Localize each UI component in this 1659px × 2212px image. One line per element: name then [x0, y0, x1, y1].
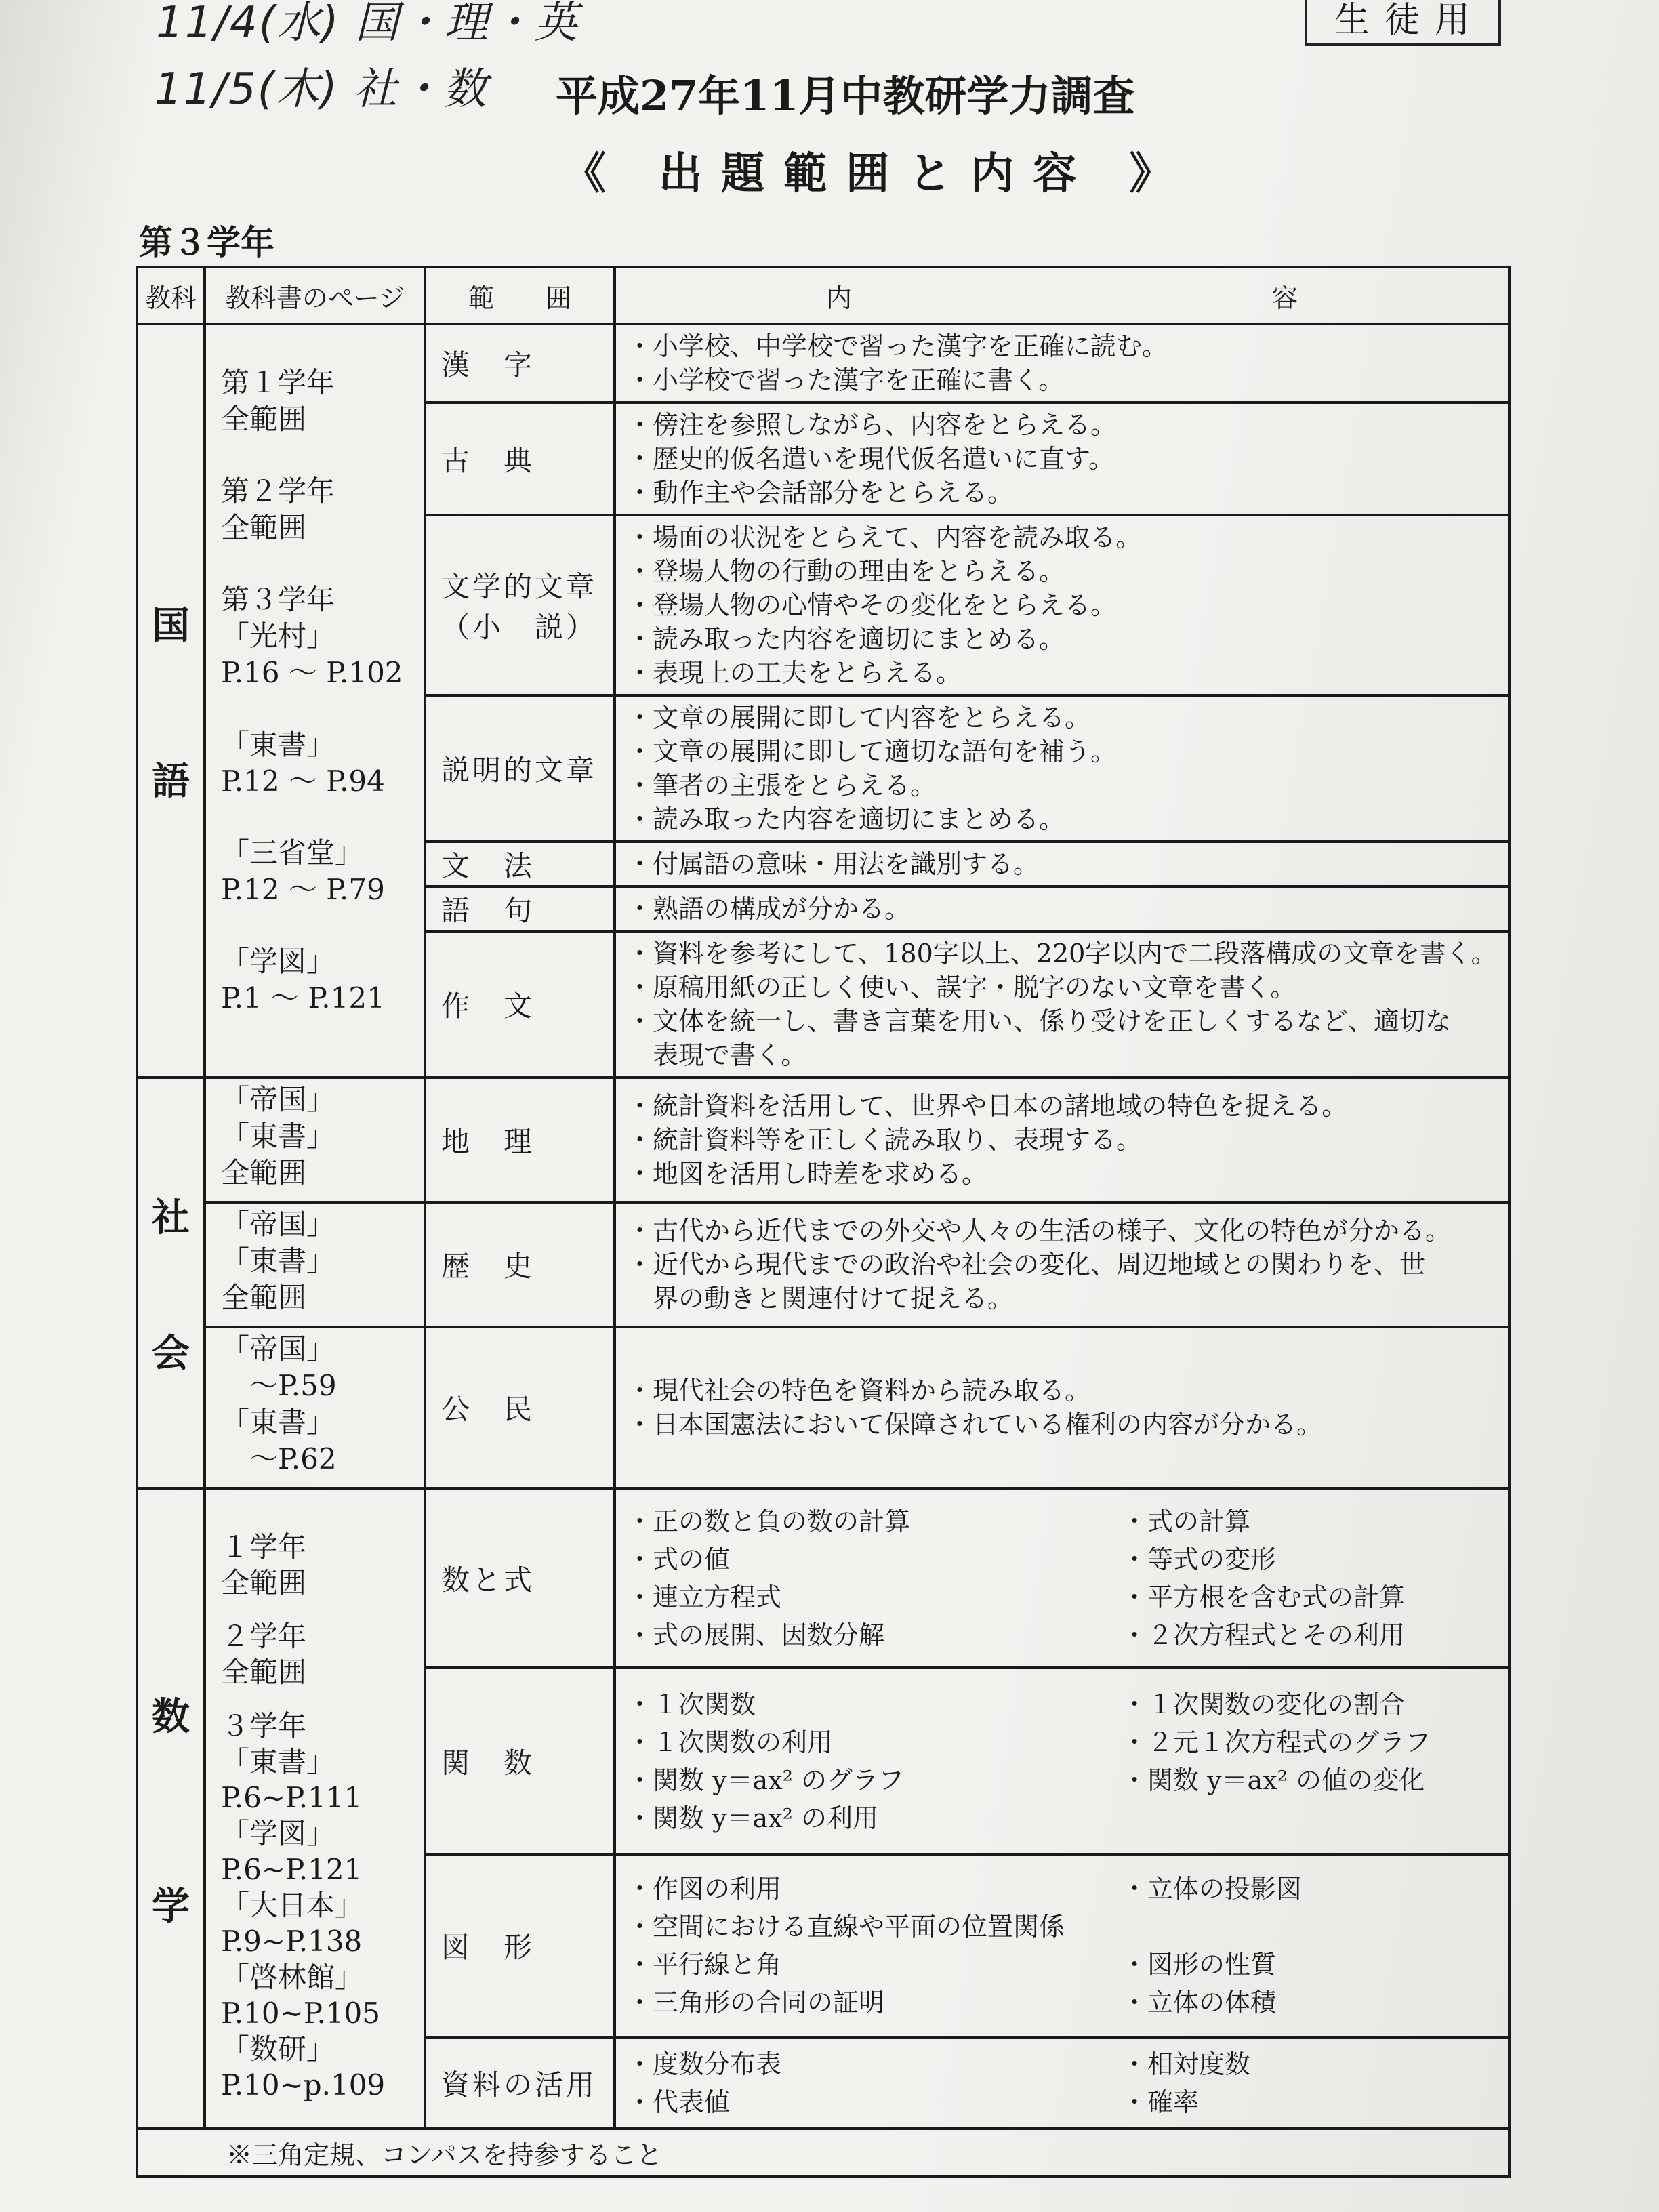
content-item: ・相対度数	[1122, 2049, 1251, 2079]
shakai-pages-chiri	[205, 1078, 425, 1202]
content-kansu	[615, 1668, 1509, 1854]
content-item: ・登場人物の心情やその変化をとらえる。	[627, 590, 1117, 620]
content-item: ・空間における直線や平面の位置関係	[627, 1912, 1065, 1942]
student-copy-stamp: 生徒用	[1305, 0, 1501, 46]
content-setsumeiteki	[615, 695, 1509, 842]
content-item: ・関数 y＝ax² の値の変化	[1122, 1765, 1425, 1795]
content-item: ・統計資料を活用して、世界や日本の諸地域の特色を捉える。	[627, 1091, 1348, 1121]
range-koten: 古 典	[425, 403, 615, 515]
shakai-pages-rekishi	[205, 1202, 425, 1327]
page-range-text: 「帝国」	[221, 1083, 335, 1116]
content-bungakuteki	[615, 515, 1509, 695]
grade-label: 第３学年	[139, 222, 274, 262]
page-subtitle: 《 出題範囲と内容 》	[562, 148, 1192, 199]
content-item: ・資料を参考にして、180字以上、220字以内で二段落構成の文章を書く。	[627, 939, 1497, 968]
range-komin: 公 民	[425, 1327, 615, 1488]
subject-char: 語	[152, 759, 190, 804]
content-item: 表現で書く。	[627, 1040, 807, 1070]
content-item: 界の動きと関連付けて捉える。	[627, 1284, 1014, 1313]
content-item: ・文体を統一し、書き言葉を用い、係り受けを正しくするなど、適切な	[627, 1006, 1452, 1036]
content-item: ・等式の変形	[1122, 1544, 1277, 1574]
page-range-text: 第３学年	[221, 583, 335, 616]
range-bunpo: 文 法	[425, 842, 615, 886]
content-item: ・読み取った内容を適切にまとめる。	[627, 624, 1065, 654]
content-item: ・代表値	[627, 2087, 731, 2117]
table-row	[137, 1202, 1509, 1327]
subject-shakai	[137, 1078, 205, 1488]
page-range-text: 〜P.62	[221, 1442, 337, 1475]
sugaku-pages	[205, 1488, 425, 2129]
page-range-text: P.10~p.109	[221, 2068, 386, 2102]
content-item: ・小学校、中学校で習った漢字を正確に読む。	[627, 331, 1168, 361]
range-goku: 語 句	[425, 886, 615, 931]
page-range-text: P.1 〜 P.121	[221, 981, 385, 1015]
content-item: ・登場人物の行動の理由をとらえる。	[627, 556, 1065, 586]
page-range-text: P.6~P.111	[221, 1781, 363, 1814]
content-item: ・度数分布表	[627, 2049, 782, 2079]
page-range-text: 「東書」	[221, 1120, 335, 1153]
shakai-pages-komin	[205, 1327, 425, 1488]
content-sakubun	[615, 931, 1509, 1078]
page-range-text: 第１学年	[221, 366, 335, 399]
content-item: ・現代社会の特色を資料から読み取る。	[627, 1376, 1091, 1406]
range-sakubun: 作 文	[425, 931, 615, 1078]
table-row	[137, 1327, 1509, 1488]
content-item: ・歴史的仮名遣いを現代仮名遣いに直す。	[627, 444, 1114, 474]
subject-sugaku	[137, 1488, 205, 2129]
range-bungakuteki	[425, 515, 615, 695]
page-range-text: 「帝国」	[221, 1332, 335, 1366]
range-zukei: 図 形	[425, 1854, 615, 2037]
content-item: ・平方根を含む式の計算	[1122, 1582, 1406, 1612]
subject-char: 会	[152, 1331, 190, 1376]
page-range-text: P.12 〜 P.94	[221, 764, 385, 798]
range-kanji: 漢 字	[425, 324, 615, 403]
header-pages: 教科書のページ	[205, 267, 425, 324]
page-range-text: P.9~P.138	[221, 1925, 363, 1958]
content-item: ・文章の展開に即して内容をとらえる。	[627, 703, 1091, 733]
table-header-row	[137, 267, 1509, 324]
content-item: ・立体の体積	[1122, 1988, 1277, 2018]
content-item: ・文章の展開に即して適切な語句を補う。	[627, 737, 1117, 766]
content-chiri	[615, 1078, 1509, 1202]
content-item: ・平行線と角	[627, 1950, 782, 1980]
range-rekishi: 歴 史	[425, 1202, 615, 1327]
header-subject: 教科	[137, 267, 205, 324]
content-item: ・地図を活用し時差を求める。	[627, 1159, 988, 1189]
content-item: ・１次関数の変化の割合	[1122, 1689, 1406, 1719]
content-item: ・熟語の構成が分かる。	[627, 894, 911, 924]
page-range-text: 「東書」	[221, 1745, 335, 1778]
range-chiri: 地 理	[425, 1078, 615, 1202]
content-item: ・小学校で習った漢字を正確に書く。	[627, 365, 1065, 395]
exam-scope-table	[136, 266, 1511, 2178]
content-koten	[615, 403, 1509, 515]
table-row	[137, 1078, 1509, 1202]
page-range-text: 全範囲	[221, 1281, 307, 1314]
content-item: ・関数 y＝ax² の利用	[627, 1803, 878, 1833]
page-range-text: P.16 〜 P.102	[221, 656, 403, 689]
page-range-text: 「東書」	[221, 1244, 335, 1277]
subject-kokugo	[137, 324, 205, 1078]
handwritten-note-2: 11/5(木) 社・数	[155, 64, 488, 115]
page-range-text: 「三省堂」	[221, 836, 364, 869]
content-item	[1122, 1799, 1497, 1837]
range-shiryo: 資料の活用	[425, 2037, 615, 2129]
page-range-text: 「学図」	[221, 1817, 335, 1850]
page-title: 平成27年11月中教研学力調査	[556, 71, 1135, 121]
content-item: ・統計資料等を正しく読み取り、表現する。	[627, 1125, 1143, 1155]
content-item: ・古代から近代までの外交や人々の生活の様子、文化の特色が分かる。	[627, 1216, 1452, 1246]
page-range-text: 全範囲	[221, 511, 307, 544]
content-item: ・図形の性質	[1122, 1950, 1277, 1980]
page-range-text: 全範囲	[221, 403, 307, 436]
page-range-text: P.12 〜 P.79	[221, 873, 385, 906]
page-range-text: １学年	[221, 1530, 307, 1563]
header-content-right: 容	[1271, 283, 1298, 313]
page-range-text: 「東書」	[221, 728, 335, 761]
content-item: ・確率	[1122, 2087, 1200, 2117]
page-range-text: 全範囲	[221, 1656, 307, 1689]
content-item: ・傍注を参照しながら、内容をとらえる。	[627, 410, 1117, 440]
content-item: ・原稿用紙の正しく使い、誤字・脱字のない文章を書く。	[627, 972, 1296, 1002]
content-item: ・１次関数	[627, 1689, 756, 1719]
content-item: ・筆者の主張をとらえる。	[627, 771, 937, 800]
range-label: 文学的文章	[441, 570, 598, 603]
content-item: ・表現上の工夫をとらえる。	[627, 658, 962, 688]
page-range-text: 第２学年	[221, 474, 335, 508]
content-item: ・１次関数の利用	[627, 1727, 834, 1757]
content-item: ・２次方程式とその利用	[1122, 1620, 1406, 1650]
content-item: ・場面の状況をとらえて、内容を読み取る。	[627, 523, 1142, 552]
content-item: ・読み取った内容を適切にまとめる。	[627, 804, 1065, 834]
content-item: ・作図の利用	[627, 1874, 782, 1904]
content-item	[1122, 1908, 1497, 1946]
content-item: ・式の展開、因数分解	[627, 1620, 885, 1650]
table-row	[137, 1488, 1509, 1668]
page-range-text: 「東書」	[221, 1406, 335, 1439]
range-kansu: 関 数	[425, 1668, 615, 1854]
page-range-text: 全範囲	[221, 1566, 307, 1599]
content-kazu-to-shiki	[615, 1488, 1509, 1668]
content-item: ・式の値	[627, 1544, 731, 1574]
content-shiryo	[615, 2037, 1509, 2129]
table-row	[137, 324, 1509, 403]
content-item: ・関数 y＝ax² のグラフ	[627, 1765, 904, 1795]
page-range-text: 「帝国」	[221, 1208, 335, 1241]
page-range-text: 「学図」	[221, 945, 335, 978]
range-label-sub: （小 説）	[441, 611, 598, 644]
header-content	[615, 267, 1509, 324]
subject-char: 社	[152, 1195, 190, 1240]
footnote: ※三角定規、コンパスを持参すること	[137, 2129, 1509, 2177]
content-item: ・正の数と負の数の計算	[627, 1506, 911, 1536]
page-range-text: 「光村」	[221, 619, 335, 653]
content-zukei	[615, 1854, 1509, 2037]
content-item: ・日本国憲法において保障されている権利の内容が分かる。	[627, 1410, 1323, 1439]
content-bunpo	[615, 842, 1509, 886]
page-range-text: 「大日本」	[221, 1889, 364, 1922]
subject-char: 数	[152, 1694, 190, 1739]
content-goku	[615, 886, 1509, 931]
page-range-text: 〜P.59	[221, 1369, 337, 1402]
content-item: ・三角形の合同の証明	[627, 1988, 885, 2018]
header-range: 範 囲	[425, 267, 615, 324]
range-setsumeiteki: 説明的文章	[425, 695, 615, 842]
page-range-text: 全範囲	[221, 1156, 307, 1189]
page-range-text: ３学年	[221, 1709, 307, 1742]
table-row	[137, 2129, 1509, 2177]
page-range-text: P.10~P.105	[221, 1996, 380, 2030]
content-item: ・式の計算	[1122, 1506, 1251, 1536]
content-item: ・近代から現代までの政治や社会の変化、周辺地域との関わりを、世	[627, 1250, 1426, 1279]
content-item: ・付属語の意味・用法を識別する。	[627, 849, 1040, 879]
content-rekishi	[615, 1202, 1509, 1327]
content-komin	[615, 1327, 1509, 1488]
kokugo-pages	[205, 324, 425, 1078]
content-item: ・立体の投影図	[1122, 1874, 1303, 1904]
subject-char: 国	[152, 603, 190, 648]
page-range-text: ２学年	[221, 1620, 307, 1653]
content-item: ・連立方程式	[627, 1582, 782, 1612]
header-content-left: 内	[825, 283, 852, 313]
content-item: ・動作主や会話部分をとらえる。	[627, 478, 1014, 508]
handwritten-note-1: 11/4(水) 国・理・英	[156, 0, 579, 48]
content-kanji	[615, 324, 1509, 403]
page-range-text: 「啓林館」	[221, 1961, 364, 1994]
page-range-text: P.6~P.121	[221, 1853, 363, 1886]
page-range-text: 「数研」	[221, 2032, 335, 2066]
content-item: ・２元１次方程式のグラフ	[1122, 1727, 1431, 1757]
subject-char: 学	[152, 1883, 190, 1929]
range-kazu-to-shiki: 数と式	[425, 1488, 615, 1668]
